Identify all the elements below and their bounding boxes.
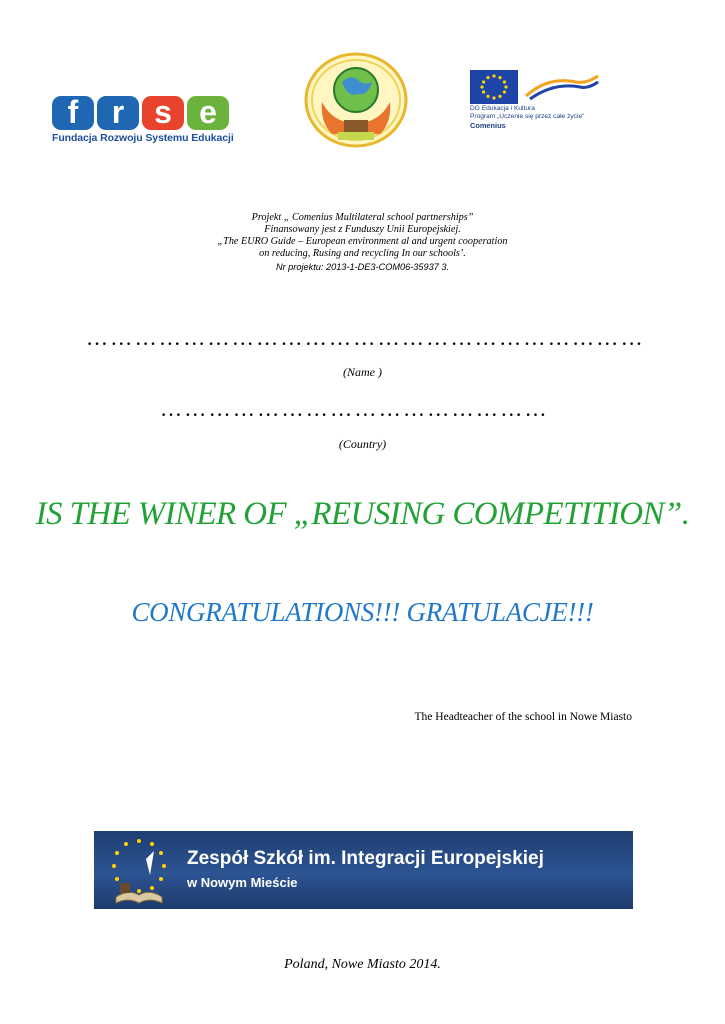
- name-caption: (Name ): [343, 365, 382, 379]
- country-caption: (Country): [338, 437, 387, 451]
- school-banner-subtitle: w Nowym Mieście: [187, 875, 298, 890]
- congratulations-text: CONGRATULATIONS!!! GRATULACJE!!!: [131, 597, 594, 627]
- frse-logo: [52, 96, 242, 150]
- name-dotted-line: ……………………………………………………………: [86, 325, 645, 350]
- eu-flag-icon: [470, 70, 518, 104]
- frse-letter-e: e: [187, 96, 229, 130]
- project-info-line2: Finansowany jest z Funduszy Unii Europejskiej.: [264, 224, 461, 235]
- eu-logo-line2: Program „Uczenie się przez całe życie”: [470, 113, 585, 120]
- frse-letter-r: r: [97, 96, 139, 130]
- footer-place-date: Poland, Nowe Miasto 2014.: [284, 957, 441, 972]
- country-dotted-line: …………………………………………: [160, 396, 549, 421]
- winner-headline: IS THE WINER OF „REUSING COMPETITION”.: [35, 496, 690, 532]
- globe-hands-icon: [302, 52, 410, 152]
- frse-letters: [52, 96, 229, 130]
- headteacher-signature-label: The Headteacher of the school in Nowe Miasto: [414, 711, 632, 723]
- project-info-line1: Projekt „ Comenius Multilateral school partnerships”: [251, 212, 474, 223]
- eu-logo-line3: Comenius: [470, 121, 506, 130]
- frse-caption: Fundacja Rozwoju Systemu Edukacji: [52, 132, 234, 144]
- eu-stars-book-icon: [94, 831, 184, 909]
- eu-logo-line1: DG Edukacja i Kultura: [470, 105, 535, 112]
- eu-comenius-logo: [470, 70, 600, 132]
- project-info-line3: „The EURO Guide – European environment al and urgent cooperation: [217, 236, 508, 247]
- school-banner: [94, 831, 633, 909]
- comenius-swoosh-icon: [524, 72, 600, 102]
- project-number: Nr projektu: 2013-1-DE3-COM06-35937 3.: [275, 262, 450, 272]
- project-info-line4: on reducing, Rusing and recycling In our schools’.: [259, 248, 466, 259]
- school-banner-title: Zespół Szkół im. Integracji Europejskiej: [187, 848, 544, 869]
- frse-letter-f: f: [52, 96, 94, 130]
- frse-letter-s: s: [142, 96, 184, 130]
- project-logo: [302, 52, 410, 152]
